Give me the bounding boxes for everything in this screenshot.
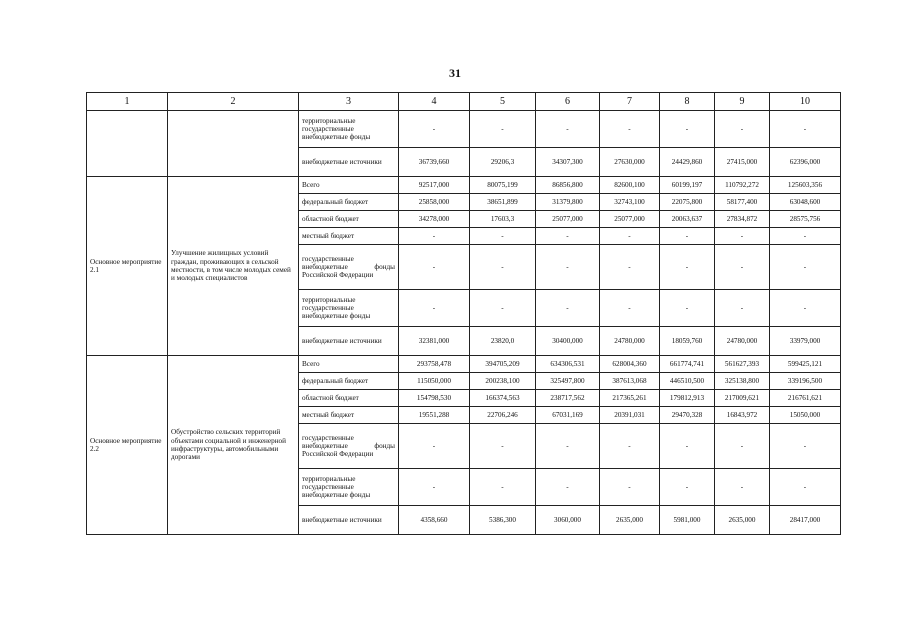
value-cell: 661774,741 — [660, 356, 715, 373]
value-cell: - — [770, 245, 841, 290]
value-cell: 38651,899 — [470, 194, 536, 211]
value-cell: - — [660, 111, 715, 148]
event-description-cell: Обустройство сельских территорий объектами социальной и инженерной инфраструктуры, автомобильными дорогами — [168, 356, 299, 535]
value-cell: 82600,100 — [600, 177, 660, 194]
value-cell: 31379,800 — [536, 194, 600, 211]
value-cell: 36739,660 — [399, 148, 470, 177]
value-cell: 5386,300 — [470, 506, 536, 535]
value-cell: - — [600, 228, 660, 245]
value-cell: 339196,500 — [770, 373, 841, 390]
value-cell: 20391,031 — [600, 407, 660, 424]
source-cell: внебюджетные источники — [299, 327, 399, 356]
table-row — [87, 177, 841, 194]
value-cell: 634306,531 — [536, 356, 600, 373]
value-cell: 17603,3 — [470, 211, 536, 228]
value-cell: 32381,000 — [399, 327, 470, 356]
value-cell: 217365,261 — [600, 390, 660, 407]
value-cell: 58177,400 — [715, 194, 770, 211]
value-cell: - — [536, 111, 600, 148]
source-cell: федеральный бюджет — [299, 194, 399, 211]
page-number: 31 — [449, 66, 461, 80]
value-cell: 27834,872 — [715, 211, 770, 228]
source-cell: внебюджетные источники — [299, 148, 399, 177]
value-cell: 92517,000 — [399, 177, 470, 194]
column-header: 1 — [87, 93, 168, 111]
value-cell: 325497,800 — [536, 373, 600, 390]
value-cell: 4358,660 — [399, 506, 470, 535]
value-cell: 62396,000 — [770, 148, 841, 177]
column-header: 8 — [660, 93, 715, 111]
value-cell: 32743,100 — [600, 194, 660, 211]
value-cell: 2635,000 — [600, 506, 660, 535]
value-cell: 200238,100 — [470, 373, 536, 390]
source-cell: федеральный бюджет — [299, 373, 399, 390]
value-cell: 28575,756 — [770, 211, 841, 228]
value-cell: 110792,272 — [715, 177, 770, 194]
value-cell: 22075,800 — [660, 194, 715, 211]
value-cell: 67031,169 — [536, 407, 600, 424]
value-cell: 166374,563 — [470, 390, 536, 407]
value-cell: - — [536, 290, 600, 327]
table-row — [87, 111, 841, 148]
value-cell: 3060,000 — [536, 506, 600, 535]
value-cell: - — [715, 111, 770, 148]
event-description-cell: Улучшение жилищных условий граждан, проживающих в сельской местности, в том числе молодых семей и молодых специалистов — [168, 177, 299, 356]
value-cell: - — [470, 228, 536, 245]
value-cell: - — [399, 469, 470, 506]
value-cell: - — [470, 424, 536, 469]
value-cell: - — [536, 424, 600, 469]
value-cell: 30400,000 — [536, 327, 600, 356]
source-cell: государственные внебюджетные фонды Российской Федерации — [299, 424, 399, 469]
event-cell-empty — [87, 111, 168, 177]
value-cell: 154798,530 — [399, 390, 470, 407]
value-cell: - — [536, 245, 600, 290]
source-cell: Всего — [299, 356, 399, 373]
value-cell: 25858,000 — [399, 194, 470, 211]
value-cell: - — [770, 228, 841, 245]
value-cell: - — [660, 424, 715, 469]
value-cell: 217009,621 — [715, 390, 770, 407]
value-cell: 34307,300 — [536, 148, 600, 177]
value-cell: 24429,860 — [660, 148, 715, 177]
value-cell: - — [715, 469, 770, 506]
value-cell: 387613,068 — [600, 373, 660, 390]
value-cell: 60199,197 — [660, 177, 715, 194]
source-cell: государственные внебюджетные фонды Российской Федерации — [299, 245, 399, 290]
value-cell: 5981,000 — [660, 506, 715, 535]
event-name-cell: Основное мероприятие 2.1 — [87, 177, 168, 356]
value-cell: 29206,3 — [470, 148, 536, 177]
value-cell: - — [660, 245, 715, 290]
value-cell: 20063,637 — [660, 211, 715, 228]
value-cell: - — [399, 111, 470, 148]
column-header: 6 — [536, 93, 600, 111]
value-cell: 125603,356 — [770, 177, 841, 194]
value-cell: - — [770, 290, 841, 327]
value-cell: 29470,328 — [660, 407, 715, 424]
event-name-cell: Основное мероприятие 2.2 — [87, 356, 168, 535]
source-cell: Всего — [299, 177, 399, 194]
value-cell: 293758,478 — [399, 356, 470, 373]
value-cell: - — [770, 111, 841, 148]
source-cell: областной бюджет — [299, 211, 399, 228]
value-cell: 18059,760 — [660, 327, 715, 356]
value-cell: 28417,000 — [770, 506, 841, 535]
value-cell: - — [715, 290, 770, 327]
value-cell: 15050,000 — [770, 407, 841, 424]
value-cell: 27630,000 — [600, 148, 660, 177]
value-cell: - — [399, 228, 470, 245]
value-cell: 24780,000 — [600, 327, 660, 356]
value-cell: 238717,562 — [536, 390, 600, 407]
value-cell: 216761,621 — [770, 390, 841, 407]
value-cell: - — [660, 228, 715, 245]
value-cell: - — [600, 111, 660, 148]
value-cell: 80075,199 — [470, 177, 536, 194]
column-header: 7 — [600, 93, 660, 111]
value-cell: - — [660, 290, 715, 327]
value-cell: - — [399, 290, 470, 327]
source-cell: местный бюджет — [299, 228, 399, 245]
value-cell: - — [715, 228, 770, 245]
value-cell: 23820,0 — [470, 327, 536, 356]
value-cell: - — [600, 290, 660, 327]
value-cell: - — [470, 111, 536, 148]
value-cell: - — [536, 228, 600, 245]
source-cell: внебюджетные источники — [299, 506, 399, 535]
value-cell: 63048,600 — [770, 194, 841, 211]
value-cell: 25077,000 — [536, 211, 600, 228]
source-cell: территориальные государственные внебюджетные фонды — [299, 469, 399, 506]
value-cell: 2635,000 — [715, 506, 770, 535]
column-header: 10 — [770, 93, 841, 111]
value-cell: 628004,360 — [600, 356, 660, 373]
value-cell: - — [715, 424, 770, 469]
value-cell: 394705,209 — [470, 356, 536, 373]
value-cell: 115050,000 — [399, 373, 470, 390]
value-cell: - — [660, 469, 715, 506]
value-cell: - — [399, 245, 470, 290]
value-cell: 22706,246 — [470, 407, 536, 424]
budget-table — [86, 92, 841, 535]
column-header: 5 — [470, 93, 536, 111]
value-cell: - — [600, 469, 660, 506]
source-cell: территориальные государственные внебюджетные фонды — [299, 290, 399, 327]
source-cell: территориальные государственные внебюджетные фонды — [299, 111, 399, 148]
value-cell: 446510,500 — [660, 373, 715, 390]
value-cell: - — [399, 424, 470, 469]
column-header: 9 — [715, 93, 770, 111]
column-header: 4 — [399, 93, 470, 111]
value-cell: 16843,972 — [715, 407, 770, 424]
value-cell: - — [536, 469, 600, 506]
source-cell: областной бюджет — [299, 390, 399, 407]
column-header: 2 — [168, 93, 299, 111]
source-cell: местный бюджет — [299, 407, 399, 424]
value-cell: - — [470, 290, 536, 327]
value-cell: 179812,913 — [660, 390, 715, 407]
description-cell-empty — [168, 111, 299, 177]
value-cell: - — [600, 424, 660, 469]
value-cell: - — [770, 424, 841, 469]
value-cell: 86856,800 — [536, 177, 600, 194]
value-cell: 34278,000 — [399, 211, 470, 228]
value-cell: 325138,800 — [715, 373, 770, 390]
value-cell: 27415,000 — [715, 148, 770, 177]
value-cell: 24780,000 — [715, 327, 770, 356]
value-cell: - — [470, 469, 536, 506]
value-cell: - — [770, 469, 841, 506]
value-cell: 19551,288 — [399, 407, 470, 424]
table-row — [87, 356, 841, 373]
value-cell: 561627,393 — [715, 356, 770, 373]
value-cell: - — [470, 245, 536, 290]
value-cell: 599425,121 — [770, 356, 841, 373]
column-header: 3 — [299, 93, 399, 111]
value-cell: - — [600, 245, 660, 290]
value-cell: 33979,000 — [770, 327, 841, 356]
header-row — [87, 93, 841, 111]
value-cell: 25077,000 — [600, 211, 660, 228]
value-cell: - — [715, 245, 770, 290]
